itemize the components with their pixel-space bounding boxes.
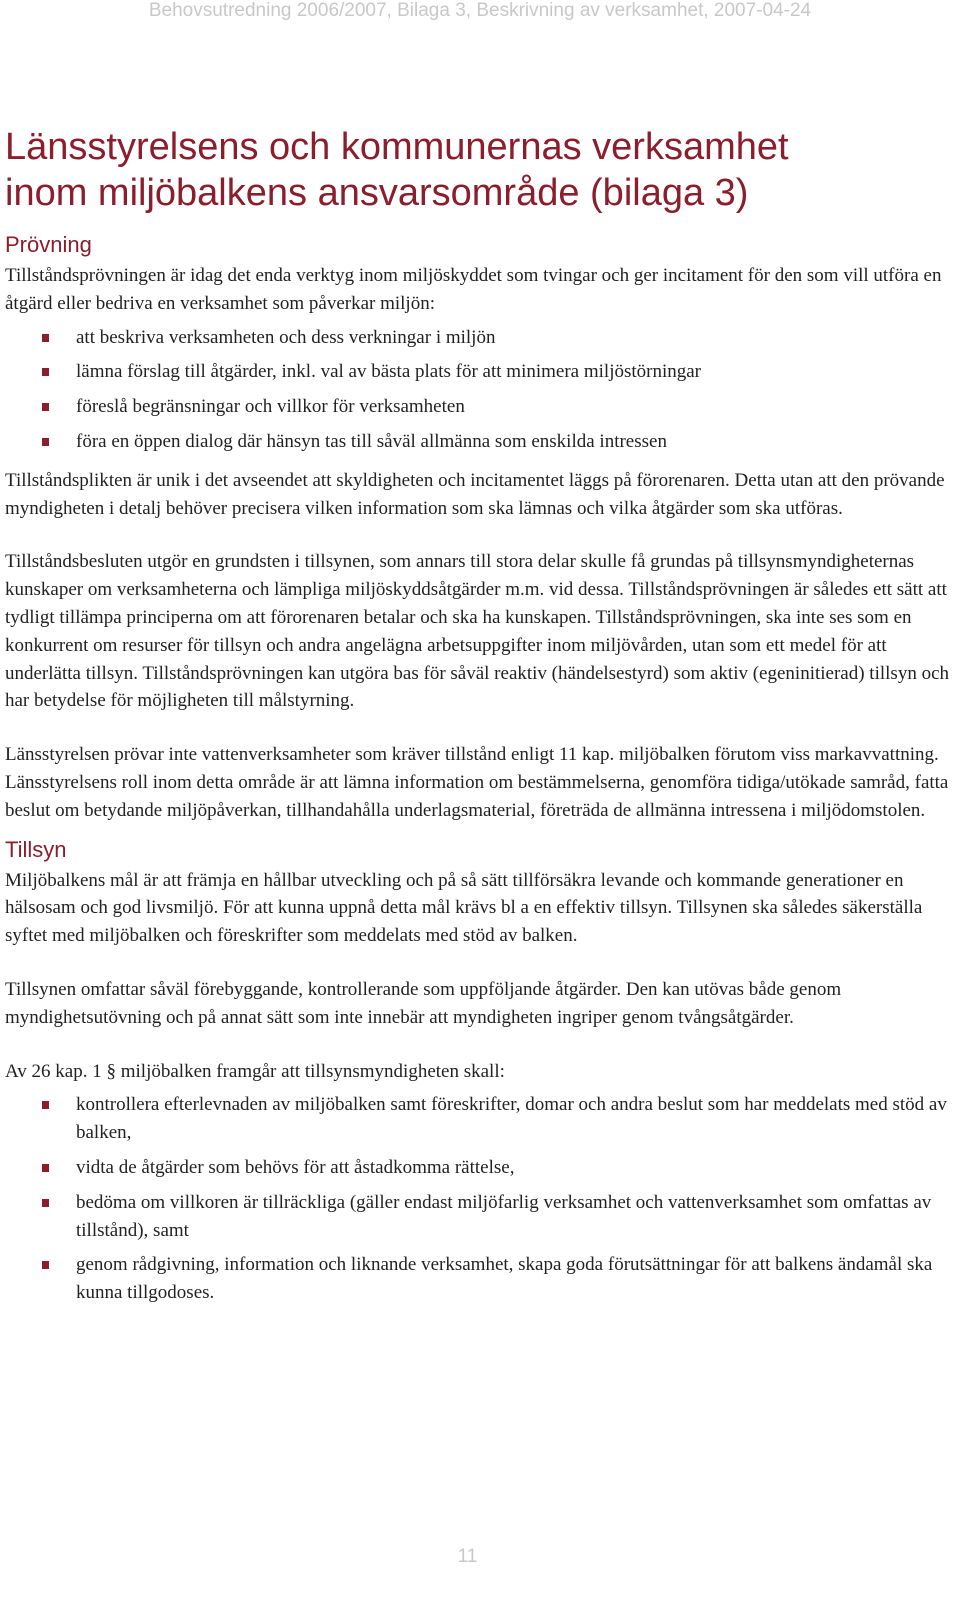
list-item: vidta de åtgärder som behövs för att åstadkomma rättelse, bbox=[5, 1154, 950, 1182]
tillsyn-bullet-list bbox=[5, 1091, 950, 1307]
square-bullet-icon bbox=[42, 1164, 49, 1172]
page-title-line-1: Länsstyrelsens och kommunernas verksamhet bbox=[5, 126, 789, 168]
section-heading-tillsyn: Tillsyn bbox=[5, 836, 67, 862]
section-heading-provning: Prövning bbox=[5, 232, 92, 257]
provning-paragraph-1: Tillståndsplikten är unik i det avseendet att skyldigheten och incitamentet läggs på förorenaren. Detta utan att den prövande myndigheten i detalj behöver precisera vilken information som ska lämnas och vilka åtgärder som ska utföras. bbox=[5, 469, 945, 519]
list-item: föra en öppen dialog där hänsyn tas till såväl allmänna som enskilda intressen bbox=[5, 428, 950, 456]
tillsyn-paragraph-3: Av 26 kap. 1 § miljöbalken framgår att tillsynsmyndigheten skall: bbox=[5, 1060, 505, 1082]
tillsyn-paragraph-1: Miljöbalkens mål är att främja en hållbar utveckling och på så sätt tillförsäkra levande och kommande generationer en hälsosam och god livsmiljö. För att kunna uppnå detta mål krävs bl a en effektiv tillsyn. Tillsynen ska således säkerställa syftet med miljöbalken och föreskrifter som meddelats med stöd av balken. bbox=[5, 869, 923, 947]
provning-intro: Tillståndsprövningen är idag det enda verktyg inom miljöskyddet som tvingar och ger incitament för den som vill utföra en åtgärd eller bedriva en verksamhet som påverkar miljön: bbox=[5, 265, 942, 314]
list-item: bedöma om villkoren är tillräckliga (gäller endast miljöfarlig verksamhet och vattenverksamhet som omfattas av tillstånd), samt bbox=[5, 1189, 950, 1245]
square-bullet-icon bbox=[42, 1261, 49, 1269]
tillsyn-paragraph-2: Tillsynen omfattar såväl förebyggande, kontrollerande som uppföljande åtgärder. Den kan utövas både genom myndighetsutövning och på annat sätt som inte innebär att myndigheten ingriper genom tvångsåtgärder. bbox=[5, 978, 842, 1028]
list-item: genom rådgivning, information och liknande verksamhet, skapa goda förutsättningar för att balkens ändamål ska kunna tillgodoses. bbox=[5, 1251, 950, 1307]
square-bullet-icon bbox=[42, 1199, 49, 1207]
square-bullet-icon bbox=[42, 438, 49, 446]
list-item: kontrollera efterlevnaden av miljöbalken samt föreskrifter, domar och andra beslut som har meddelats med stöd av balken, bbox=[5, 1091, 950, 1147]
list-item: lämna förslag till åtgärder, inkl. val av bästa plats för att minimera miljöstörningar bbox=[5, 358, 950, 386]
square-bullet-icon bbox=[42, 403, 49, 411]
page-title bbox=[5, 124, 950, 216]
provning-paragraph-2: Tillståndsbesluten utgör en grundsten i tillsynen, som annars till stora delar skulle få grundas på tillsynsmyndigheternas kunskaper om verksamheterna och lämpliga miljöskyddsåtgärder m.m. vid dessa. Tillståndsprövningen är således ett sätt att tydligt tillämpa principerna om att förorenaren betalar och ska ha kunskapen. Tillståndsprövningen, ska inte ses som en konkurrent om resurser för tillsyn och andra angelägna arbetsuppgifter inom miljövården, utan som ett medel för att underlätta tillsyn. Tillståndsprövningen kan utgöra bas för såväl reaktiv (händelsestyrd) som aktiv (egeninitierad) tillsyn och har betydelse för möjligheten till målstyrning. bbox=[5, 551, 949, 712]
provning-bullet-list bbox=[5, 324, 950, 456]
list-item: att beskriva verksamheten och dess verkningar i miljön bbox=[5, 324, 950, 352]
square-bullet-icon bbox=[42, 334, 49, 342]
list-item: föreslå begränsningar och villkor för verksamheten bbox=[5, 393, 950, 421]
page-number: 11 bbox=[457, 1546, 478, 1567]
running-header: Behovsutredning 2006/2007, Bilaga 3, Beskrivning av verksamhet, 2007-04-24 bbox=[148, 0, 812, 21]
square-bullet-icon bbox=[42, 368, 49, 376]
square-bullet-icon bbox=[42, 1101, 49, 1109]
page-title-line-2: inom miljöbalkens ansvarsområde (bilaga 3) bbox=[5, 172, 749, 214]
provning-paragraph-3: Länsstyrelsen prövar inte vattenverksamheter som kräver tillstånd enligt 11 kap. miljöbalken förutom viss markavvattning. Länsstyrelsens roll inom detta område är att lämna information om bestämmelserna, genomföra tidiga/utökade samråd, fatta beslut om betydande miljöpåverkan, tillhandahålla underlagsmaterial, företräda de allmänna intressena i miljödomstolen. bbox=[5, 744, 949, 821]
document-body bbox=[5, 124, 950, 1314]
